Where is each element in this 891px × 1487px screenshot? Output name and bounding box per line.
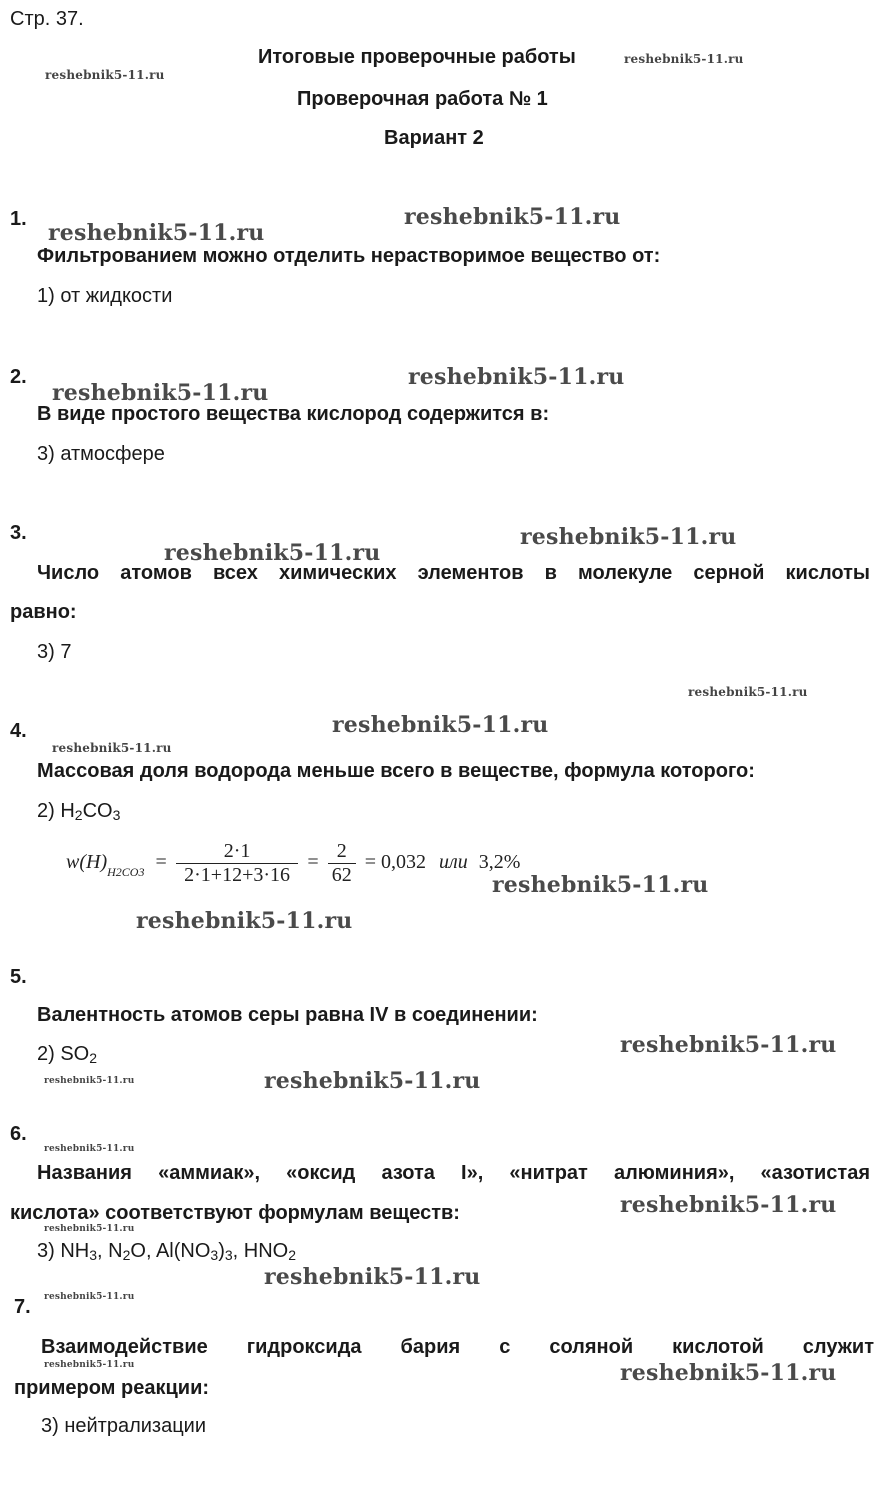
question-text: Взаимодействие гидроксида бария с соляной кислотой служит <box>41 1336 874 1358</box>
page-number: Стр. 37. <box>10 8 84 30</box>
answer-text: 3) 7 <box>37 641 72 663</box>
question-text-continuation: примером реакции: <box>14 1377 210 1399</box>
question-text-continuation: равно: <box>10 601 77 623</box>
work-title: Проверочная работа № 1 <box>297 88 548 110</box>
question-number: 1. <box>10 208 27 230</box>
watermark: reshebnik5-11.ru <box>48 220 265 246</box>
answer-text: 3) нейтрализации <box>41 1415 207 1437</box>
watermark: reshebnik5-11.ru <box>620 1032 837 1058</box>
watermark: reshebnik5-11.ru <box>408 364 625 390</box>
question-number: 3. <box>10 522 27 544</box>
question-text-continuation: кислота» соответствуют формулам веществ: <box>10 1202 460 1224</box>
watermark: reshebnik5-11.ru <box>52 380 269 406</box>
watermark: reshebnik5-11.ru <box>45 68 165 82</box>
question-number: 7. <box>14 1296 31 1318</box>
answer-formula: 2) $SO_2$ <box>37 1043 98 1066</box>
watermark: reshebnik5-11.ru <box>136 908 353 934</box>
question-number: 2. <box>10 366 27 388</box>
watermark: reshebnik5-11.ru <box>520 524 737 550</box>
watermark: reshebnik5-11.ru <box>44 1360 135 1370</box>
watermark: reshebnik5-11.ru <box>492 872 709 898</box>
watermark: reshebnik5-11.ru <box>404 204 621 230</box>
question-text: Число атомов всех химических элементов в молекуле серной кислоты <box>37 562 870 584</box>
answer-formula: 3) $NH_3$, $N_2O$, $Al(NO_3)_3$, $HNO_2$ <box>37 1240 297 1263</box>
watermark: reshebnik5-11.ru <box>44 1292 135 1302</box>
question-text: Массовая доля водорода меньше всего в веществе, формула которого: <box>37 760 755 782</box>
question-number: 6. <box>10 1123 27 1145</box>
watermark: reshebnik5-11.ru <box>332 712 549 738</box>
question-number: 5. <box>10 966 27 988</box>
watermark: reshebnik5-11.ru <box>44 1076 135 1086</box>
answer-text: 3) атмосфере <box>37 443 165 465</box>
watermark: reshebnik5-11.ru <box>164 540 381 566</box>
question-text: Валентность атомов серы равна IV в соединении: <box>37 1004 538 1026</box>
question-number: 4. <box>10 720 27 742</box>
page-title: Итоговые проверочные работы <box>258 46 576 68</box>
watermark: reshebnik5-11.ru <box>44 1224 135 1234</box>
fraction: $\frac{2}{62}$ <box>328 840 356 887</box>
watermark: reshebnik5-11.ru <box>620 1192 837 1218</box>
watermark: reshebnik5-11.ru <box>264 1264 481 1290</box>
watermark: reshebnik5-11.ru <box>624 52 744 66</box>
watermark: reshebnik5-11.ru <box>264 1068 481 1094</box>
answer-text: 1) от жидкости <box>37 285 173 307</box>
question-text: Фильтрованием можно отделить нерастворимое вещество от: <box>37 245 661 267</box>
watermark: reshebnik5-11.ru <box>620 1360 837 1386</box>
answer-formula: 2) $H_2CO_3$ <box>37 800 121 823</box>
mass-fraction-formula: $w(H)_{H2CO3}$ = $\frac{2\cdot 1}{2\cdot 1+12+3\cdot 16}$ = $\frac{2}{62}$ = 0,032 или 3,2% <box>66 840 521 886</box>
question-text: Названия «аммиак», «оксид азота I», «нитрат алюминия», «азотистая <box>37 1162 870 1184</box>
watermark: reshebnik5-11.ru <box>44 1144 135 1154</box>
question-text: В виде простого вещества кислород содержится в: <box>37 403 550 425</box>
variant-title: Вариант 2 <box>384 127 484 149</box>
watermark: reshebnik5-11.ru <box>52 741 172 755</box>
fraction: $\frac{2\cdot 1}{2\cdot 1+12+3\cdot 16}$ <box>176 840 299 887</box>
watermark: reshebnik5-11.ru <box>688 685 808 699</box>
